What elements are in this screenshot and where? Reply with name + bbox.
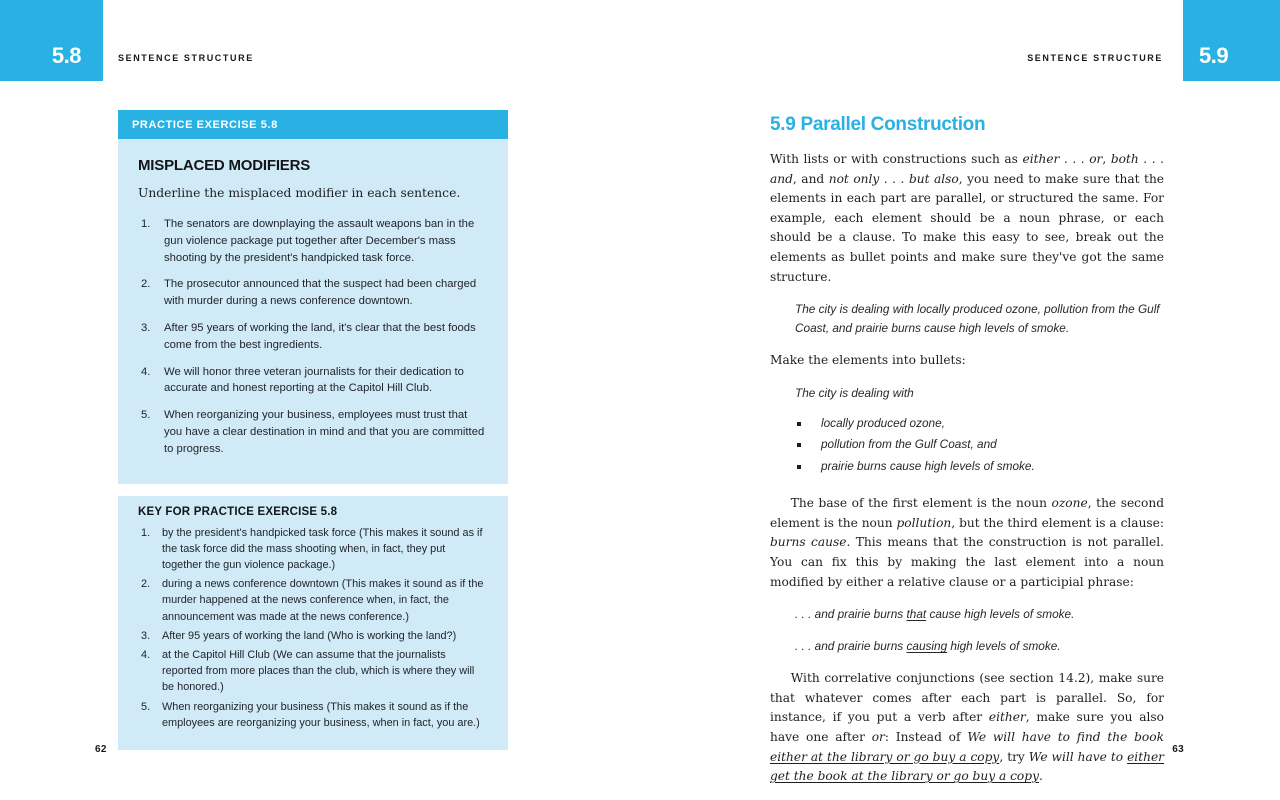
exercise-panel — [118, 139, 508, 484]
exercise-item-list — [138, 216, 488, 458]
exercise-item: The senators are downplaying the assault weapons ban in the gun violence package put together after December's mass shooting by the president's handpicked task force. — [164, 218, 475, 264]
body-paragraph: With correlative conjunctions (see section 14.2), make sure that whatever comes after each part is parallel. So, for instance, if you put a verb after either, make sure you also have one after or: Instead of We will have to find the book either at the library or go buy a copy, try We will have to either get the book at the library or go buy a copy. — [770, 671, 1164, 784]
example-bullet-item: prairie burns cause high levels of smoke. — [795, 456, 1164, 478]
practice-exercise-banner: PRACTICE EXERCISE 5.8 — [118, 110, 508, 139]
example-bullet-item: locally produced ozone, — [795, 413, 1164, 435]
page-number-right: 63 — [1172, 744, 1184, 755]
example-sentence: . . . and prairie burns causing high levels of smoke. — [795, 639, 1061, 654]
body-paragraph: The base of the first element is the noun ozone, the second element is the noun pollution, but the third element is a clause: burns cause. This means that the construction is not parallel. You can fix this by making the last element into a noun modified by either a relative clause or a participial phrase: — [770, 496, 1164, 589]
running-title-right: SENTENCE STRUCTURE — [1027, 53, 1163, 63]
body-paragraph: With lists or with constructions such as either . . . or, both . . . and, and not only . . . but also, you need to make sure that the elements in each part are parallel, or structured the same. For example, each element should be a noun phrase, or each should be a clause. To make this easy to see, break out the elements as bullet points and make sure they've got the same structure. — [770, 152, 1164, 284]
section-tab-left — [0, 0, 103, 81]
answer-key-panel — [118, 496, 508, 750]
running-title-left: SENTENCE STRUCTURE — [118, 53, 254, 63]
section-5-9-column — [770, 114, 1164, 800]
example-bullet-item: pollution from the Gulf Coast, and — [795, 434, 1164, 456]
section-number-right: 5.9 — [1199, 43, 1229, 68]
answer-key-title: KEY FOR PRACTICE EXERCISE 5.8 — [138, 505, 338, 518]
answer-key-list — [138, 525, 488, 731]
exercise-item: When reorganizing your business, employees must trust that you have a clear destination in mind and that you are committed to progress. — [164, 409, 485, 455]
body-paragraph: Make the elements into bullets: — [770, 353, 966, 368]
exercise-instructions: Underline the misplaced modifier in each sentence. — [138, 186, 461, 200]
exercise-item: We will honor three veteran journalists for their dedication to accurate and honest reporting at the Capitol Hill Club. — [164, 365, 464, 395]
exercise-item: The prosecutor announced that the suspect had been charged with murder during a news conference downtown. — [164, 278, 477, 308]
answer-key-item: during a news conference downtown (This makes it sound as if the murder happened at the news conference when, in fact, the announcement was made at the news conference.) — [162, 578, 484, 623]
example-sentence: . . . and prairie burns that cause high levels of smoke. — [795, 607, 1075, 622]
answer-key-item: by the president's handpicked task force (This makes it sound as if the task force did the mass shooting when, in fact, they put together the gun violence package.) — [162, 526, 483, 571]
section-tab-right — [1183, 0, 1280, 81]
practice-exercise-column — [118, 110, 508, 750]
answer-key-item: at the Capitol Hill Club (We can assume that the journalists reported from more places than the club, which is where they will be honored.) — [162, 648, 475, 694]
example-sentence: The city is dealing with — [795, 385, 914, 400]
example-bullet-list — [795, 413, 1164, 478]
answer-key-item: After 95 years of working the land (Who is working the land?) — [162, 629, 457, 642]
exercise-title: MISPLACED MODIFIERS — [138, 157, 311, 174]
exercise-item: After 95 years of working the land, it's clear that the best foods come from the best ingredients. — [164, 321, 476, 351]
answer-key-item: When reorganizing your business (This makes it sound as if the employees are reorganizing your business, when in fact, you are.) — [162, 700, 480, 729]
section-number-left: 5.8 — [51, 43, 81, 68]
section-title: 5.9 Parallel Construction — [770, 114, 986, 135]
page-number-left: 62 — [95, 744, 107, 755]
example-sentence: The city is dealing with locally produced ozone, pollution from the Gulf Coast, and prairie burns cause high levels of smoke. — [795, 302, 1160, 336]
